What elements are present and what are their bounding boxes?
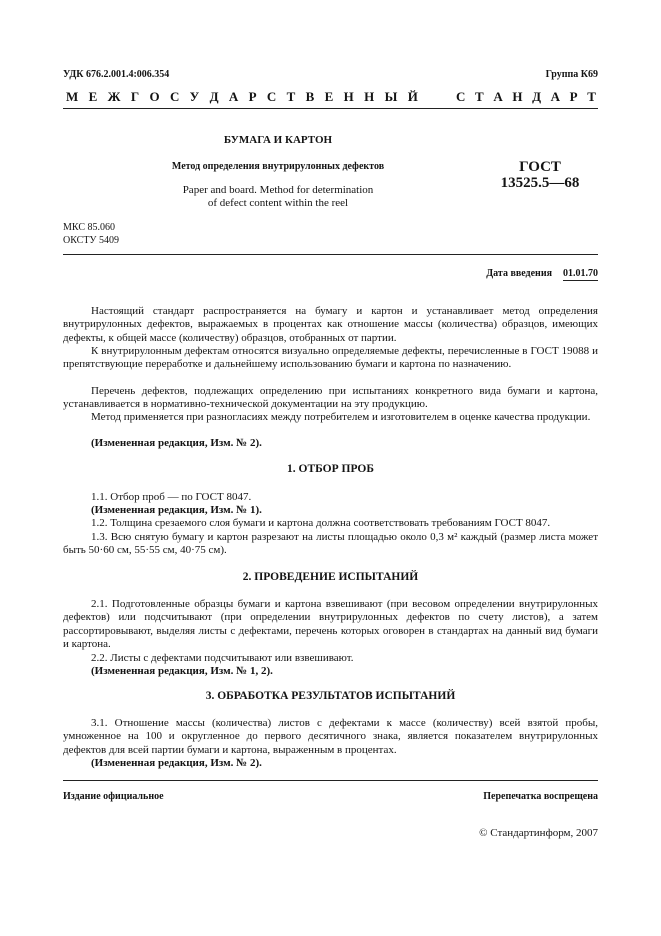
reprint-prohibited: Перепечатка воспрещена [483,791,598,802]
banner-letter: Р [569,89,578,104]
clause-3-1: 3.1. Отношение массы (количества) листов с дефектами к массе (количеству) всей взятой пробы, умноженное на 100 и округленное до первого десятичного знака, является показателем внутрирулонных дефектов для всей партии бумаги и картона, выраженным в процентах. [63,717,598,756]
classifier-rule [63,254,598,255]
official-edition: Издание официальное [63,791,164,802]
english-title-line-2: of defect content within the reel [207,197,349,209]
banner-letter: О [149,89,160,104]
intro-paragraph-4: Метод применяется при разногласиях между потребителем и изготовителем в оценке качества продукции. [91,411,591,423]
clause-2-2-amendment: (Измененная редакция, Изм. № 1, 2). [91,665,273,677]
intro-date-label: Дата введения [486,268,552,279]
gost-label: ГОСТ [519,159,561,175]
banner-letter: С [266,89,277,104]
copyright-notice: © Стандартинформ, 2007 [479,827,598,839]
intro-paragraph-2: К внутрирулонным дефектам относятся визуально определяемые дефекты, перечисленные в ГОСТ 19088 и препятствующие переработке и дальнейшему использованию бумаги и картона по назначению. [63,345,598,371]
section-2-title: 2. ПРОВЕДЕНИЕ ИСПЫТАНИЙ [242,571,419,583]
banner-letter: Р [248,89,257,104]
section-1-title: 1. ОТБОР ПРОБ [287,463,374,475]
banner-letter: М [66,89,79,104]
clause-1-2: 1.2. Толщина срезаемого слоя бумаги и картона должна соответствовать требованиям ГОСТ 8047. [91,517,551,529]
interstate-standard-banner [66,89,596,105]
english-title-line-1: Paper and board. Method for determination [182,184,374,196]
banner-letter: А [493,89,503,104]
section-3-title: 3. ОБРАБОТКА РЕЗУЛЬТАТОВ ИСПЫТАНИЙ [205,690,456,702]
clause-1-3: 1.3. Всю снятую бумагу и картон разрезают на листы площадью около 0,3 м² каждый (размер листа может быть 50·60 см, 55·55 см, 40·75 см). [63,531,598,557]
banner-letter: Д [532,89,542,104]
footer-rule [63,780,598,781]
banner-letter: Ы [384,89,398,104]
banner-letter: Н [512,89,523,104]
intro-date-value: 01.01.70 [563,268,598,279]
banner-letter: А [228,89,239,104]
document-title: БУМАГА И КАРТОН [223,134,333,146]
clause-1-1-amendment: (Измененная редакция, Изм. № 1). [91,504,262,516]
banner-letter: Г [130,89,140,104]
banner-letter: Н [343,89,354,104]
banner-letter: Т [475,89,484,104]
banner-word-standard [456,89,596,105]
banner-letter: С [169,89,180,104]
intro-amendment: (Измененная редакция, Изм. № 2). [91,437,262,449]
header-rule [63,108,598,109]
banner-letter: Т [587,89,596,104]
group-code: Группа К69 [545,69,598,80]
mks-code: МКС 85.060 [63,222,115,233]
banner-letter: У [189,89,200,104]
clause-2-2: 2.2. Листы с дефектами подсчитывают или взвешивают. [91,652,354,664]
banner-letter: Е [88,89,98,104]
clause-2-1: 2.1. Подготовленные образцы бумаги и картона взвешивают (при весовом определении внутрирулонных дефектов) или подсчитывают (при определении внутрирулонных дефектов по счету листов), а затем рассортировывают, выделяя листы с дефектами, перечень которых оговорен в стандартах на данный вид бумаги и картона. [63,598,598,651]
banner-letter: В [305,89,315,104]
okstu-code: ОКСТУ 5409 [63,235,120,246]
banner-letter: Е [324,89,334,104]
gost-number: 13525.5—68 [500,175,580,191]
banner-word-interstate [66,89,418,105]
banner-letter: А [550,89,561,104]
banner-letter: Д [209,89,219,104]
clause-3-1-amendment: (Измененная редакция, Изм. № 2). [91,757,262,769]
banner-letter: Т [286,89,296,104]
document-subtitle: Метод определения внутрирулонных дефектов [171,161,385,172]
banner-letter: Ж [107,89,121,104]
banner-letter: Й [407,89,418,104]
intro-paragraph-3: Перечень дефектов, подлежащих определению при испытаниях конкретного вида бумаги и картона, устанавливается в нормативно-технической документации на эту продукцию. [63,385,598,411]
udk-code: УДК 676.2.001.4:006.354 [63,69,170,80]
clause-1-1: 1.1. Отбор проб — по ГОСТ 8047. [91,491,252,503]
intro-date [486,268,598,279]
banner-letter: Н [364,89,375,104]
banner-letter: С [456,89,466,104]
intro-paragraph-1: Настоящий стандарт распространяется на бумагу и картон и устанавливает метод определения внутрирулонных дефектов, выражаемых в процентах как отношение массы (количества) образцов, имеющих дефекты, к общей массе (количеству) образцов, отобранных от партии. [63,305,598,344]
